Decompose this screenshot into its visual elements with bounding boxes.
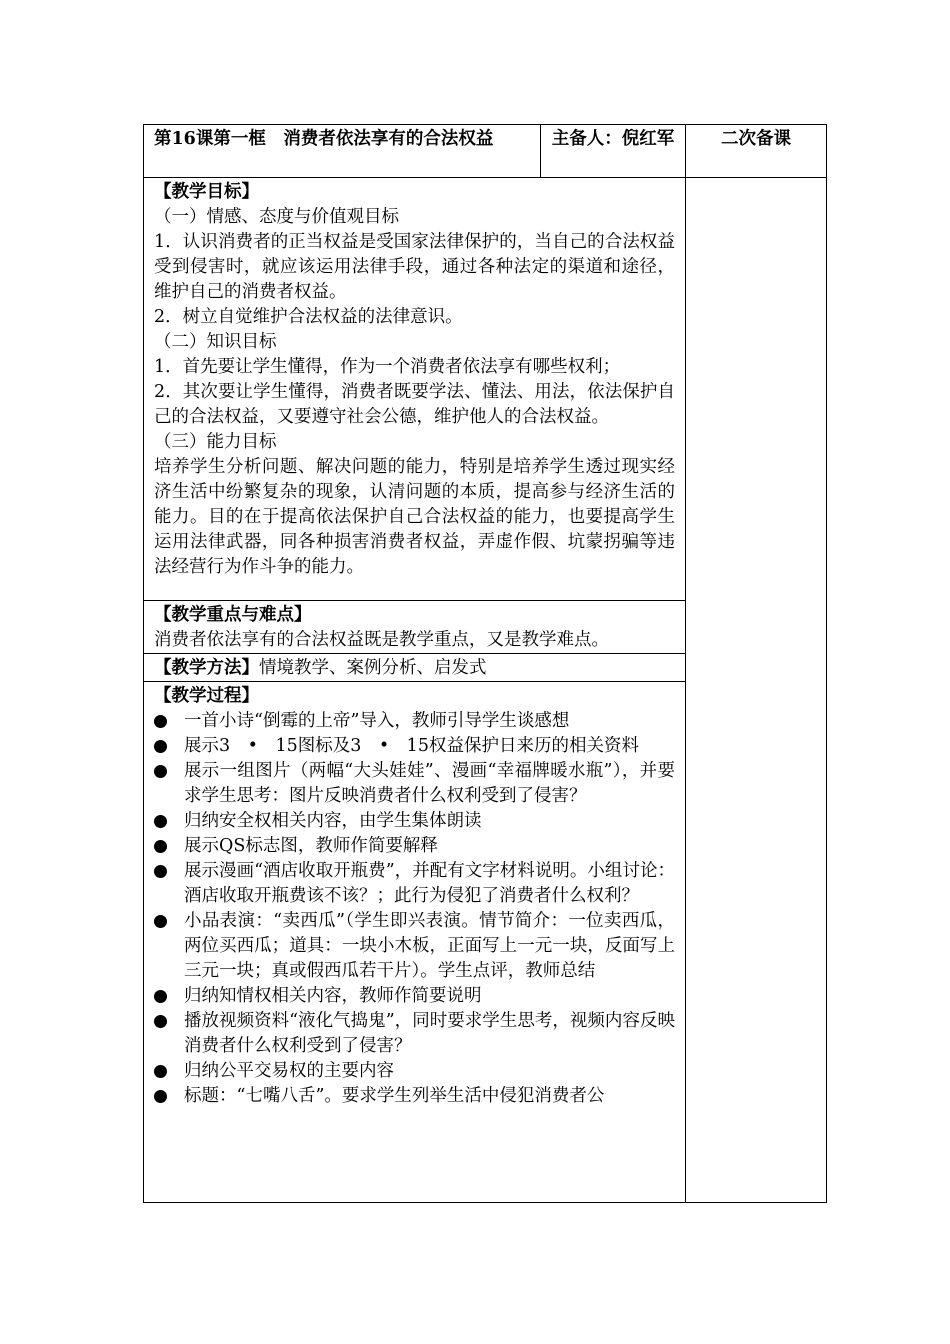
objectives-sub3: （三）能力目标 bbox=[154, 432, 277, 452]
process-heading: 【教学过程】 bbox=[154, 686, 259, 706]
bullet-icon bbox=[154, 740, 167, 753]
bullet-icon bbox=[154, 865, 167, 878]
list-item: 展示QS标志图，教师作简要解释 bbox=[154, 834, 675, 859]
list-item: 展示一组图片（两幅“大头娃娃”、漫画“幸福牌暖水瓶”），并要求学生思考：图片反映消费者什么权利受到了侵害？ bbox=[154, 759, 675, 809]
list-item: 标题：“七嘴八舌”。要求学生列举生活中侵犯消费者公 bbox=[154, 1084, 675, 1109]
objectives-sub2: （二）知识目标 bbox=[154, 332, 277, 352]
objectives-sub1-item: 2．树立自觉维护合法权益的法律意识。 bbox=[154, 307, 463, 327]
second-prep-heading: 二次备课 bbox=[686, 125, 827, 178]
objectives-sub3-text: 培养学生分析问题、解决问题的能力，特别是培养学生透过现实经济生活中纷繁复杂的现象，认清问题的本质，提高参与经济生活的能力。目的在于提高依法保护自己合法权益的能力，也要提高学生运用法律武器，同各种损害消费者权益，弄虚作假、坑蒙拐骗等违法经营行为作斗争的能力。 bbox=[154, 457, 675, 577]
process-list bbox=[154, 709, 675, 1109]
bullet-icon bbox=[154, 715, 167, 728]
objectives-sub2-item: 1．首先要让学生懂得，作为一个消费者依法享有哪些权利； bbox=[154, 357, 621, 377]
lesson-title: 第16课第一框 消费者依法享有的合法权益 bbox=[144, 125, 541, 178]
key-points-heading: 【教学重点与难点】 bbox=[154, 605, 312, 625]
methods-text: 情境教学、案例分析、启发式 bbox=[259, 658, 487, 678]
methods-heading: 【教学方法】 bbox=[154, 658, 259, 678]
list-item: 归纳知情权相关内容，教师作简要说明 bbox=[154, 984, 675, 1009]
lesson-plan-table bbox=[143, 124, 827, 1203]
header-row bbox=[144, 125, 827, 178]
list-item: 展示3 • 15图标及3 • 15权益保护日来历的相关资料 bbox=[154, 734, 675, 759]
bullet-icon bbox=[154, 1065, 167, 1078]
list-item: 小品表演：“卖西瓜”（学生即兴表演。情节简介：一位卖西瓜，两位买西瓜；道具：一块小木板，正面写上一元一块，反面写上三元一块；真或假西瓜若干片）。学生点评，教师总结 bbox=[154, 909, 675, 984]
bullet-icon bbox=[154, 1090, 167, 1103]
bullet-icon bbox=[154, 1015, 167, 1028]
key-points-text: 消费者依法享有的合法权益既是教学重点，又是教学难点。 bbox=[154, 630, 609, 650]
objectives-heading: 【教学目标】 bbox=[154, 182, 259, 202]
list-item: 归纳安全权相关内容，由学生集体朗读 bbox=[154, 809, 675, 834]
methods-cell bbox=[144, 654, 686, 682]
objectives-sub2-item: 2．其次要让学生懂得，消费者既要学法、懂法、用法，依法保护自己的合法权益，又要遵守社会公德，维护他人的合法权益。 bbox=[154, 382, 675, 427]
bullet-icon bbox=[154, 765, 167, 778]
bullet-icon bbox=[154, 915, 167, 928]
preparer: 主备人：倪红军 bbox=[541, 125, 686, 178]
objectives-sub1-item: 1．认识消费者的正当权益是受国家法律保护的，当自己的合法权益受到侵害时，就应该运用法律手段，通过各种法定的渠道和途径，维护自己的消费者权益。 bbox=[154, 232, 675, 302]
list-item: 展示漫画“酒店收取开瓶费”，并配有文字材料说明。小组讨论：酒店收取开瓶费该不该？；此行为侵犯了消费者什么权利？ bbox=[154, 859, 675, 909]
objectives-row bbox=[144, 178, 827, 601]
objectives-sub1: （一）情感、态度与价值观目标 bbox=[154, 207, 399, 227]
bullet-icon bbox=[154, 815, 167, 828]
list-item: 一首小诗“倒霉的上帝”导入，教师引导学生谈感想 bbox=[154, 709, 675, 734]
list-item: 播放视频资料“液化气捣鬼”，同时要求学生思考，视频内容反映消费者什么权利受到了侵害？ bbox=[154, 1009, 675, 1059]
objectives-cell bbox=[144, 178, 686, 601]
process-cell bbox=[144, 682, 686, 1203]
list-item: 归纳公平交易权的主要内容 bbox=[154, 1059, 675, 1084]
second-prep-cell bbox=[686, 178, 827, 1203]
key-points-cell bbox=[144, 601, 686, 654]
bullet-icon bbox=[154, 840, 167, 853]
bullet-icon bbox=[154, 990, 167, 1003]
